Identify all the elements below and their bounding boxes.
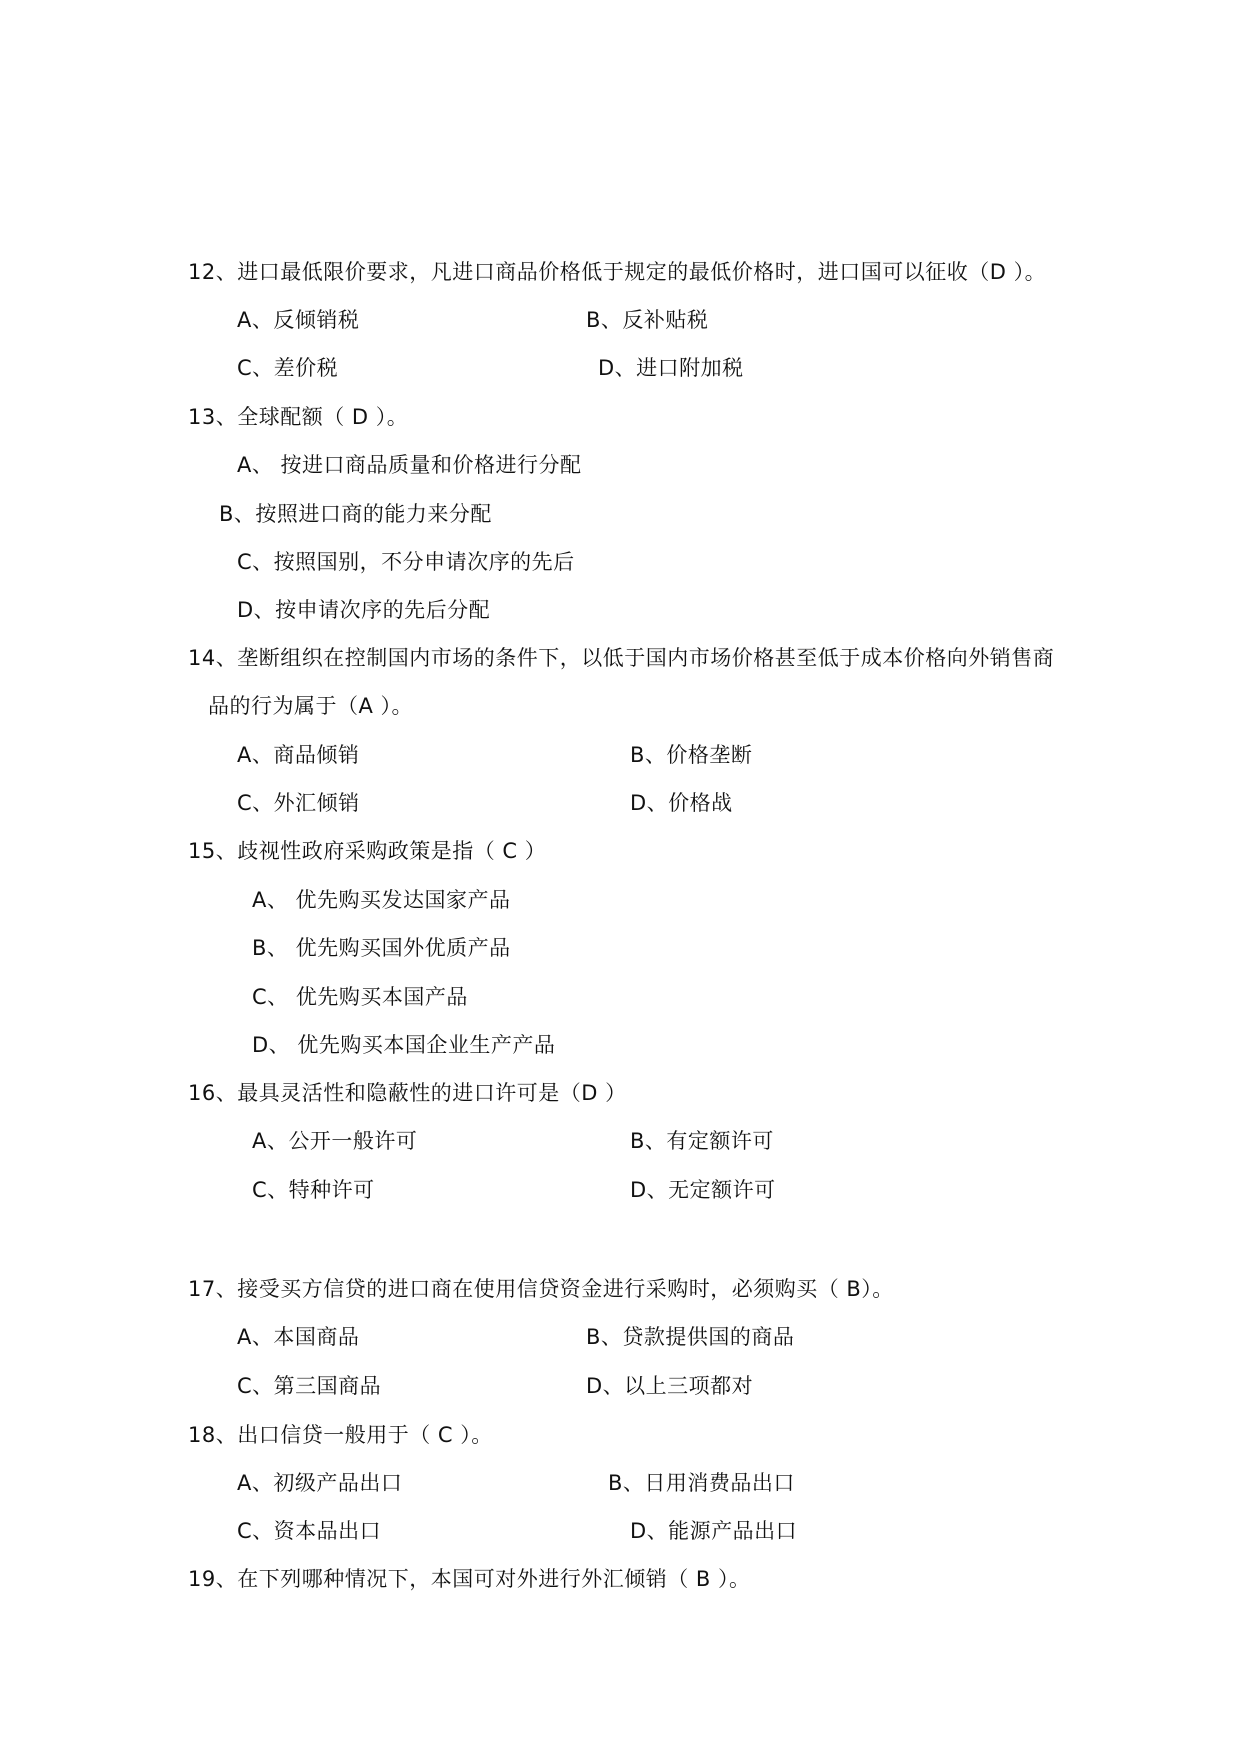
question-19-stem: 19、在下列哪种情况下，本国可对外进行外汇倾销（ B ）。	[188, 1567, 751, 1591]
question-13-option-a: A、 按进口商品质量和价格进行分配	[237, 453, 582, 477]
question-13-stem: 13、全球配额（ D ）。	[188, 405, 409, 429]
question-17-option-d: D、以上三项都对	[586, 1374, 754, 1398]
question-12-option-c: C、差价税	[237, 356, 339, 380]
question-18-option-a: A、初级产品出口	[237, 1471, 403, 1495]
question-16-option-b: B、有定额许可	[630, 1129, 774, 1153]
question-15-option-d: D、 优先购买本国企业生产产品	[252, 1033, 556, 1057]
question-14-stem-continued: 品的行为属于（A ）。	[208, 694, 414, 718]
question-14-option-b: B、价格垄断	[630, 743, 753, 767]
question-16-stem: 16、最具灵活性和隐蔽性的进口许可是（D ）	[188, 1081, 627, 1105]
question-13-option-d: D、按申请次序的先后分配	[237, 598, 491, 622]
question-13-option-b: B、按照进口商的能力来分配	[219, 502, 492, 526]
question-15-stem: 15、歧视性政府采购政策是指（ C ）	[188, 839, 547, 863]
question-15-option-c: C、 优先购买本国产品	[252, 985, 468, 1009]
question-17-option-b: B、贷款提供国的商品	[586, 1325, 795, 1349]
question-17-stem: 17、接受买方信贷的进口商在使用信贷资金进行采购时，必须购买（ B）。	[188, 1277, 894, 1301]
question-16-option-d: D、无定额许可	[630, 1178, 776, 1202]
question-15-option-a: A、 优先购买发达国家产品	[252, 888, 511, 912]
question-12-option-d: D、进口附加税	[598, 356, 744, 380]
question-17-option-c: C、第三国商品	[237, 1374, 382, 1398]
question-12-stem: 12、进口最低限价要求，凡进口商品价格低于规定的最低价格时，进口国可以征收（D ）。	[188, 260, 1047, 284]
question-13-option-c: C、按照国别，不分申请次序的先后	[237, 550, 575, 574]
question-14-option-a: A、商品倾销	[237, 743, 360, 767]
question-18-stem: 18、出口信贷一般用于（ C ）。	[188, 1423, 493, 1447]
question-15-option-b: B、 优先购买国外优质产品	[252, 936, 511, 960]
question-12-option-b: B、反补贴税	[586, 308, 709, 332]
question-14-option-d: D、价格战	[630, 791, 733, 815]
question-16-option-c: C、特种许可	[252, 1178, 375, 1202]
question-14-stem: 14、垄断组织在控制国内市场的条件下，以低于国内市场价格甚至低于成本价格向外销售商	[188, 646, 1055, 670]
question-12-option-a: A、反倾销税	[237, 308, 360, 332]
question-14-option-c: C、外汇倾销	[237, 791, 360, 815]
question-16-option-a: A、公开一般许可	[252, 1129, 418, 1153]
question-18-option-c: C、资本品出口	[237, 1519, 382, 1543]
question-18-option-b: B、日用消费品出口	[608, 1471, 795, 1495]
question-18-option-d: D、能源产品出口	[630, 1519, 798, 1543]
question-17-option-a: A、本国商品	[237, 1325, 360, 1349]
